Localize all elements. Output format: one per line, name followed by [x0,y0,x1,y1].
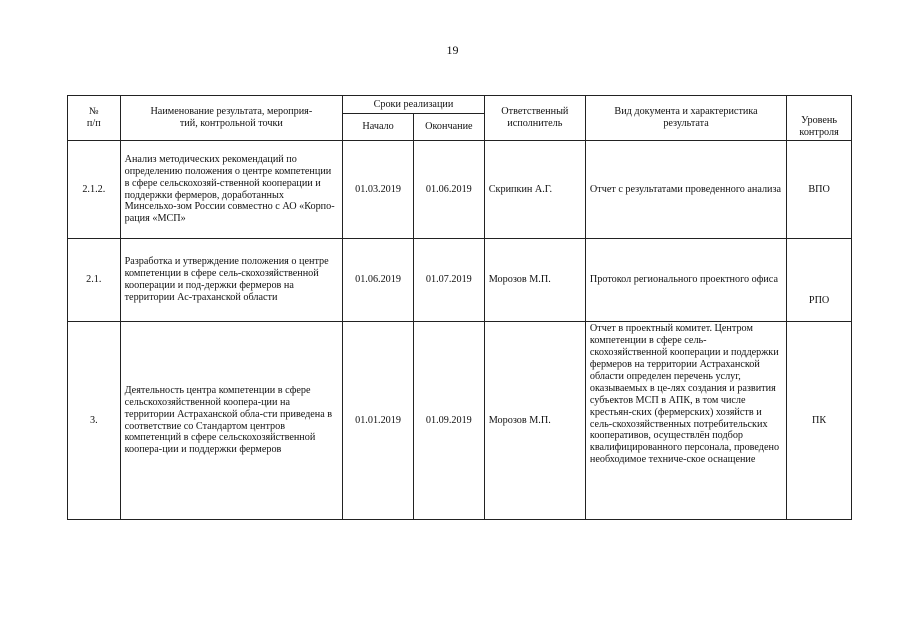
page-number: 19 [446,43,459,57]
table-header-row [68,96,852,114]
row-name: Деятельность центра компетенции в сфере сельскохозяйственной коопера-ции на территории Астраханской обла-сти приведена в соответствие со Стандартом центров компетенций в сфере сельскохозяйственной коопера-ции и поддержки фермеров [120,322,343,520]
header-responsible: Ответственный исполнитель [484,96,585,141]
row-num: 2.1. [68,239,121,322]
row-start: 01.06.2019 [343,239,414,322]
row-end: 01.07.2019 [413,239,484,322]
row-end: 01.09.2019 [413,322,484,520]
header-num: № п/п [68,96,121,141]
row-num: 2.1.2. [68,141,121,239]
row-responsible: Морозов М.П. [484,239,585,322]
table-row [68,141,852,239]
project-plan-table [67,95,852,520]
header-doc-type: Вид документа и характеристика результата [585,96,786,141]
row-num: 3. [68,322,121,520]
row-level: РПО [787,239,852,322]
row-doc: Протокол регионального проектного офиса [585,239,786,322]
row-level: ПК [787,322,852,520]
header-start: Начало [343,114,414,141]
header-end: Окончание [413,114,484,141]
table-row [68,239,852,322]
header-name: Наименование результата, мероприя- тий, контрольной точки [120,96,343,141]
row-start: 01.01.2019 [343,322,414,520]
row-name: Разработка и утверждение положения о центре компетенции в сфере сель-скохозяйственной кооперации и под-держки фермеров на территории Ас-траханской области [120,239,343,322]
row-doc: Отчет с результатами проведенного анализа [585,141,786,239]
row-name: Анализ методических рекомендаций по определению положения о центре компетенции в сфере сельскохозяй-ственной кооперации и поддержки фермеров, доработанных Минсельхо-зом России совместно с АО «Корпо-рация «МСП» [120,141,343,239]
header-dates-group: Сроки реализации [343,96,485,114]
row-end: 01.06.2019 [413,141,484,239]
row-responsible: Морозов М.П. [484,322,585,520]
row-responsible: Скрипкин А.Г. [484,141,585,239]
row-start: 01.03.2019 [343,141,414,239]
header-level: Уровень контроля [787,96,852,141]
row-level: ВПО [787,141,852,239]
table-row [68,322,852,520]
row-doc: Отчет в проектный комитет. Центром компетенции в сфере сель-скохозяйственной кооперации и поддержки фермеров на территории Астраханской области определен перечень услуг, оказываемых в це-лях создания и развития субъектов МСП в АПК, в том числе крестьян-ских (фермерских) хозяйств и сель-скохозяйственных потребительских кооперативов, осуществлён подбор квалифицированного персонала, проведено необходимое техниче-ское оснащение [585,322,786,520]
